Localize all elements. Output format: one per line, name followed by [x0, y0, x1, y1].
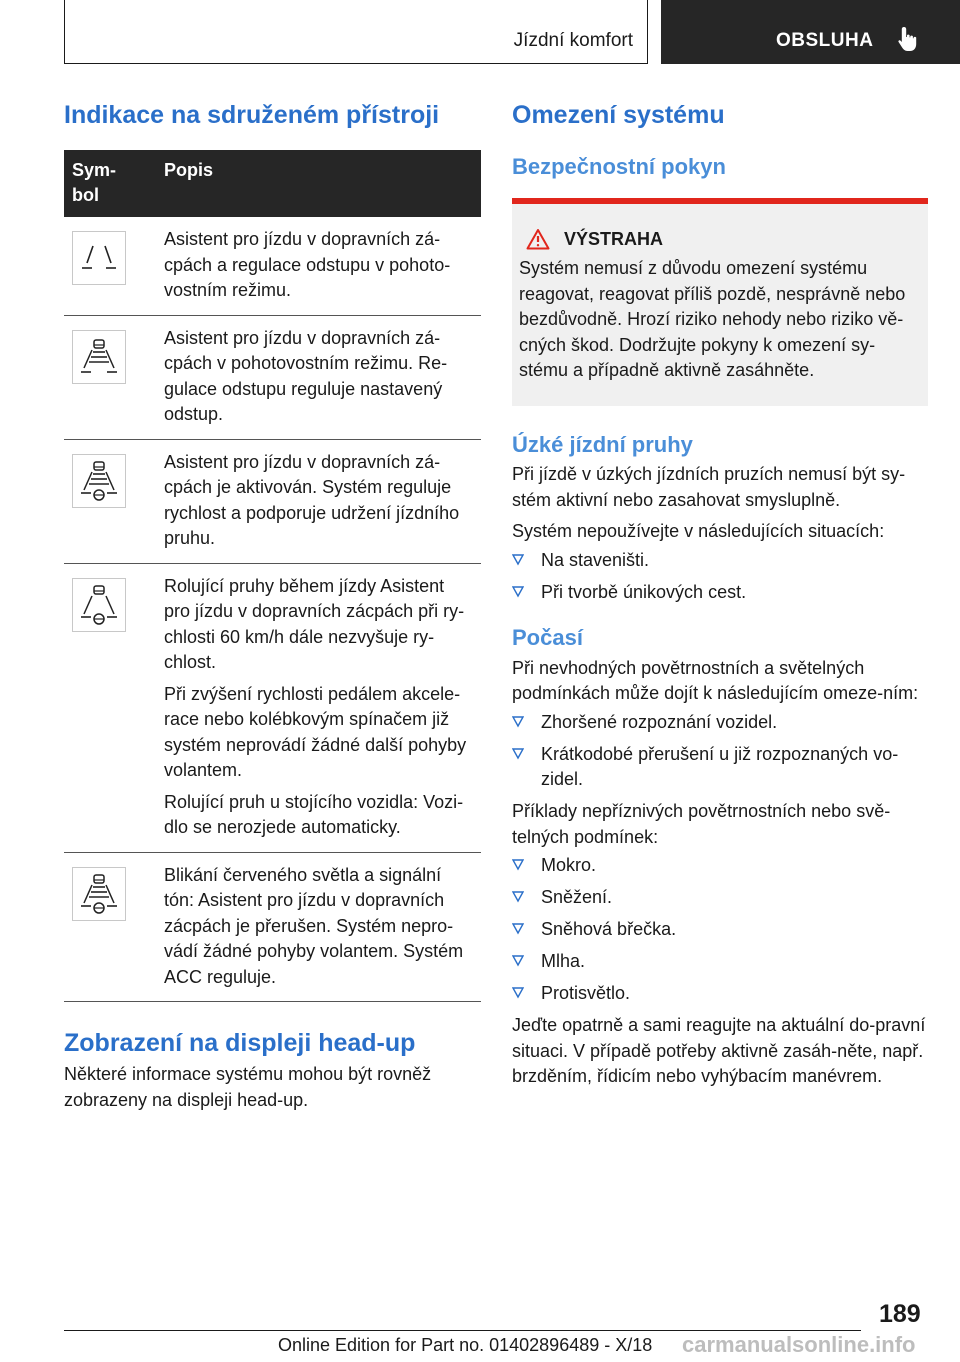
- weather-list: [512, 710, 928, 793]
- indicator-section-title: Indikace na sdruženém přístroji: [64, 101, 440, 129]
- list-item-text: Protisvětlo.: [541, 983, 631, 1004]
- list-item: [512, 917, 928, 943]
- list-item-text: Sněhová břečka.: [541, 919, 677, 940]
- header-chapter-tab: [661, 0, 960, 64]
- lane-lines-icon: [72, 231, 126, 285]
- table-row: [64, 563, 481, 852]
- header-symbol-line2: bol: [72, 185, 99, 205]
- table-row: [64, 852, 481, 1002]
- pointing-hand-icon: [897, 25, 919, 58]
- narrow-lanes-paragraph: Při jízdě v úzkých jízdních pruzích nemusí být sy-stém aktivní nebo zasahovat smysluplně.: [512, 464, 906, 510]
- warning-box: [512, 204, 928, 406]
- car-distance-steering-icon: [72, 867, 126, 921]
- row-description: Rolující pruhy během jízdy Asistent pro jízdu v dopravních zácpách při ry-chlosti 60 km/h dále nezvyšuje ry-chlost.: [164, 575, 465, 672]
- left-column: [64, 100, 481, 1113]
- table-row: [64, 439, 481, 563]
- table-row: [64, 217, 481, 315]
- list-item-text: Mlha.: [541, 951, 586, 972]
- table-row: [64, 315, 481, 439]
- triangle-bullet-icon: [512, 987, 524, 999]
- table-header-row: [64, 150, 481, 217]
- row-description: Blikání červeného světla a signální tón: Asistent pro jízdu v dopravních zácpách je přerušen. Systém nepro-vádí žádné pohyby volantem. Systém ACC reguluje.: [164, 864, 464, 987]
- warning-label: VÝSTRAHA: [564, 228, 664, 249]
- list-item: [512, 710, 928, 736]
- table-header-description: Popis: [156, 150, 481, 217]
- car-distance-standby-icon: [72, 330, 126, 384]
- hud-section-title: Zobrazení na displeji head-up: [64, 1029, 416, 1057]
- list-item: [512, 981, 928, 1007]
- right-column: [512, 100, 928, 1090]
- list-item-text: Mokro.: [541, 855, 597, 876]
- list-item: [512, 548, 928, 574]
- triangle-bullet-icon: [512, 554, 524, 566]
- header-section-box: [64, 0, 648, 64]
- row-description: Při zvýšení rychlosti pedálem akcele-race nebo kolébkovým spínačem již systém neprovádí žádné další pohyby volantem.: [164, 683, 467, 780]
- triangle-bullet-icon: [512, 955, 524, 967]
- list-item-text: Sněžení.: [541, 887, 613, 908]
- car-lane-steering-icon: [72, 578, 126, 632]
- warning-triangle-icon: [526, 228, 550, 250]
- header-symbol-line1: Sym-: [72, 160, 117, 180]
- list-item: [512, 580, 928, 606]
- header-section-title: Jízdní komfort: [513, 30, 633, 51]
- list-item: [512, 885, 928, 911]
- header-chapter-title: OBSLUHA: [776, 30, 874, 51]
- footer-watermark: carmanualsonline.info: [682, 1332, 916, 1357]
- list-item-text: Krátkodobé přerušení u již rozpoznaných vo-zidel.: [541, 743, 899, 790]
- examples-intro: Příklady nepříznivých povětrnostních nebo svě-telných podmínek:: [512, 801, 891, 847]
- triangle-bullet-icon: [512, 891, 524, 903]
- footer-rule: [64, 1330, 861, 1331]
- row-description: Asistent pro jízdu v dopravních zá-cpách je aktivován. Systém reguluje rychlost a podporuje udržení jízdního pruhu.: [164, 451, 460, 548]
- page-number: 189: [879, 1300, 921, 1328]
- narrow-lanes-intro: Systém nepoužívejte v následujících situacích:: [512, 521, 885, 542]
- weather-paragraph: Při nevhodných povětrnostních a světelných podmínkách může dojít k následujícím omeze-ním:: [512, 657, 919, 704]
- footer-edition: Online Edition for Part no. 01402896489 - X/18: [278, 1335, 653, 1355]
- list-item: [512, 742, 928, 793]
- car-distance-steering-icon: [72, 454, 126, 508]
- examples-list: [512, 853, 928, 1007]
- list-item-text: Zhoršené rozpoznání vozidel.: [541, 711, 778, 732]
- row-description: Rolující pruh u stojícího vozidla: Vozi-dlo se nerozjede automaticky.: [164, 791, 464, 837]
- row-description: Asistent pro jízdu v dopravních zá-cpách a regulace odstupu v pohoto-vostním režimu.: [164, 229, 451, 300]
- warning-text: Systém nemusí z důvodu omezení systému reagovat, reagovat příliš pozdě, nesprávně nebo bezdůvodně. Hrozí riziko nehody nebo riziko vě-cných škod. Dodržujte pokyny k omezení sy-stému a případně aktivně zasáhněte.: [519, 258, 906, 381]
- list-item-text: Při tvorbě únikových cest.: [541, 581, 747, 602]
- table-header-symbol: [64, 150, 156, 217]
- indicator-table: [64, 150, 481, 1002]
- row-description: Asistent pro jízdu v dopravních zá-cpách v pohotovostním režimu. Re-gulace odstupu reguluje nastavený odstup.: [164, 327, 448, 424]
- list-item-text: Na staveništi.: [541, 549, 650, 570]
- narrow-lanes-title: Úzké jízdní pruhy: [512, 431, 693, 457]
- list-item: [512, 853, 928, 879]
- limits-section-title: Omezení systému: [512, 101, 725, 129]
- hud-paragraph: Některé informace systému mohou být rovněž zobrazeny na displeji head-up.: [64, 1064, 432, 1110]
- closing-paragraph: Jeďte opatrně a sami reagujte na aktuální do-pravní situaci. V případě potřeby aktivně zasáh-něte, např. brzděním, řídicím nebo vyhýbacím manévrem.: [512, 1015, 926, 1087]
- triangle-bullet-icon: [512, 923, 524, 935]
- narrow-lanes-list: [512, 548, 928, 606]
- triangle-bullet-icon: [512, 859, 524, 871]
- list-item: [512, 949, 928, 975]
- triangle-bullet-icon: [512, 586, 524, 598]
- safety-note-title: Bezpečnostní pokyn: [512, 154, 726, 179]
- weather-title: Počasí: [512, 625, 583, 651]
- triangle-bullet-icon: [512, 748, 524, 760]
- triangle-bullet-icon: [512, 716, 524, 728]
